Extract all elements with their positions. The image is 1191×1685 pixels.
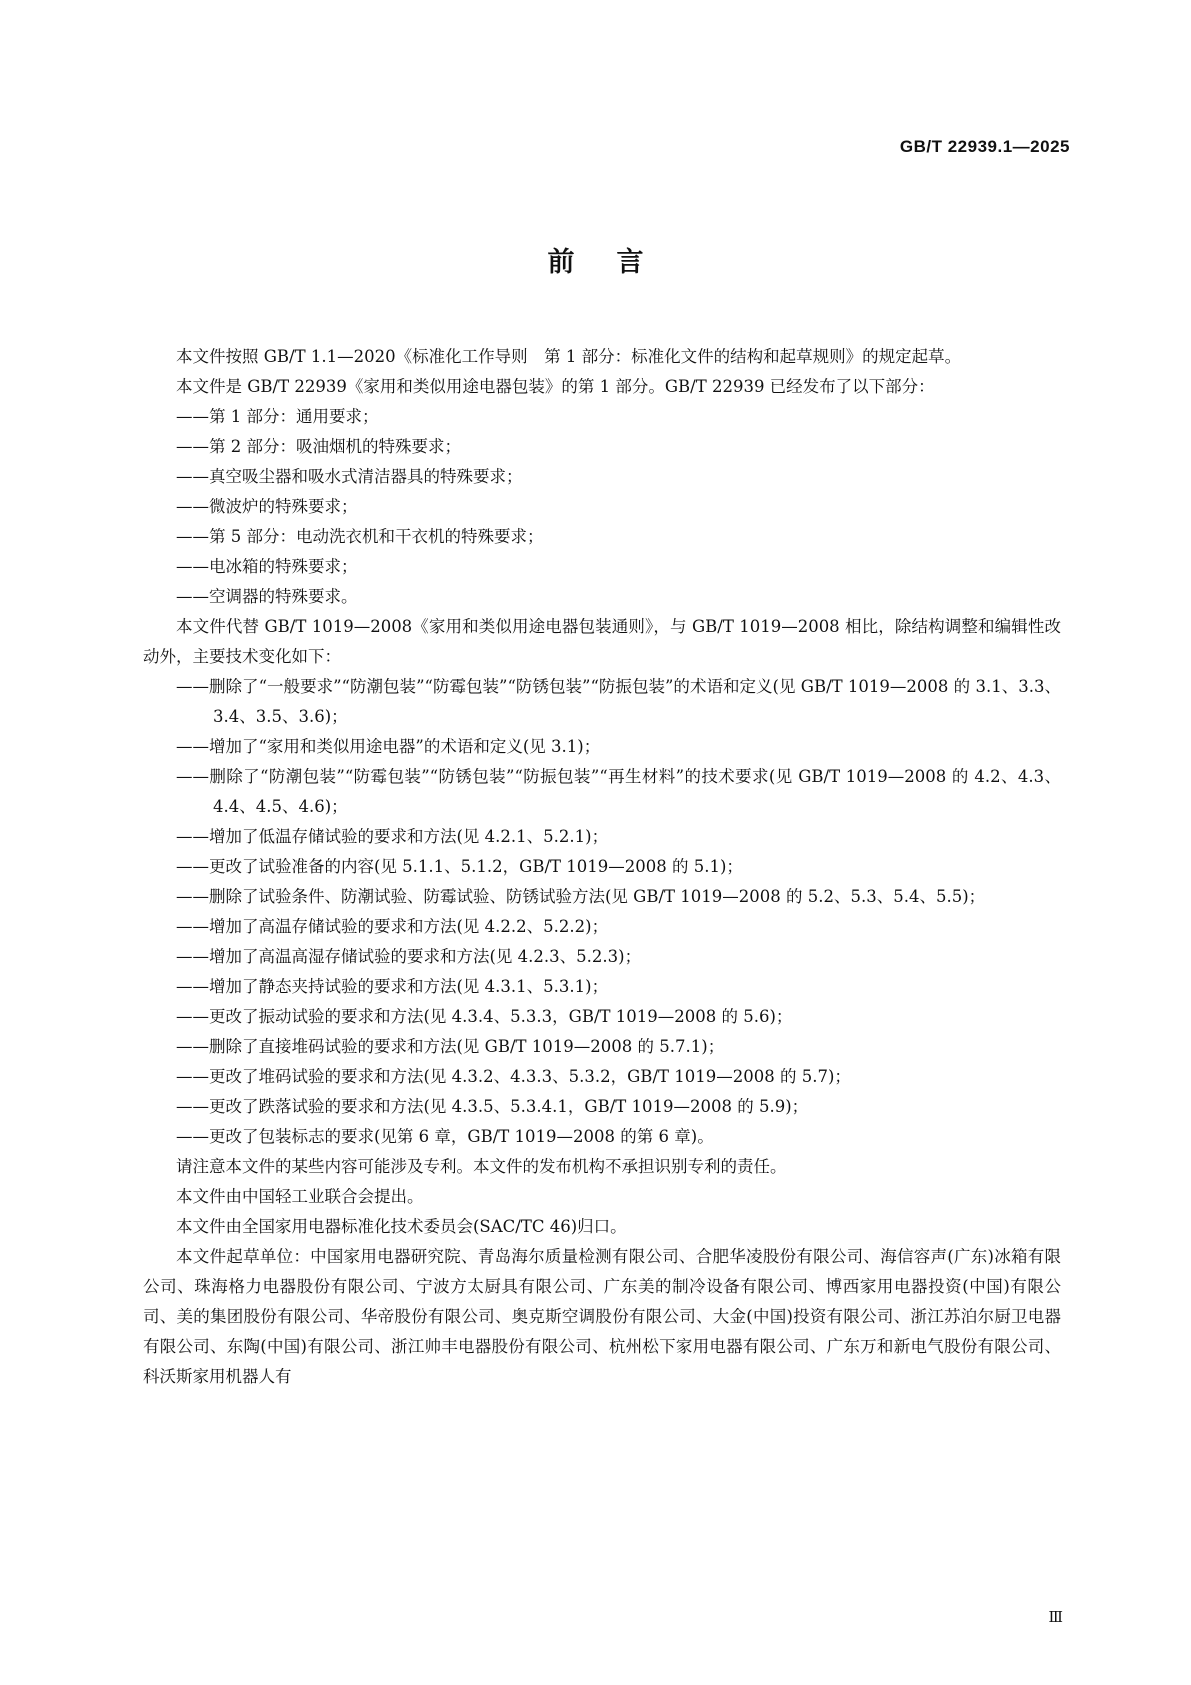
list-item: ——空调器的特殊要求。 bbox=[176, 587, 358, 606]
list-item: ——更改了包装标志的要求(见第 6 章，GB/T 1019—2008 的第 6 章)。 bbox=[176, 1127, 714, 1146]
list-item: ——删除了直接堆码试验的要求和方法(见 GB/T 1019—2008 的 5.7.1)； bbox=[176, 1037, 725, 1056]
list-item: ——增加了静态夹持试验的要求和方法(见 4.3.1、5.3.1)； bbox=[176, 977, 609, 996]
list-item: ——删除了“一般要求”“防潮包装”“防霉包装”“防锈包装”“防振包装”的术语和定义(见 GB/T 1019—2008 的 3.1、3.3、3.4、3.5、3.6)； bbox=[176, 677, 1061, 726]
paragraph-patent-notice: 请注意本文件的某些内容可能涉及专利。本文件的发布机构不承担识别专利的责任。 bbox=[176, 1157, 787, 1176]
paragraph-replacement: 本文件代替 GB/T 1019—2008《家用和类似用途电器包装通则》，与 GB/T 1019—2008 相比，除结构调整和编辑性改动外，主要技术变化如下： bbox=[143, 617, 1061, 666]
page-number: Ⅲ bbox=[1048, 1608, 1063, 1626]
list-item: ——微波炉的特殊要求； bbox=[176, 497, 358, 516]
list-item: ——更改了堆码试验的要求和方法(见 4.3.2、4.3.3、5.3.2，GB/T 1019—2008 的 5.7)； bbox=[176, 1067, 851, 1086]
parts-list bbox=[143, 402, 1061, 612]
list-item: ——第 2 部分：吸油烟机的特殊要求； bbox=[176, 437, 461, 456]
list-item: ——电冰箱的特殊要求； bbox=[176, 557, 358, 576]
list-item: ——更改了振动试验的要求和方法(见 4.3.4、5.3.3，GB/T 1019—2008 的 5.6)； bbox=[176, 1007, 793, 1026]
list-item: ——删除了试验条件、防潮试验、防霉试验、防锈试验方法(见 GB/T 1019—2008 的 5.2、5.3、5.4、5.5)； bbox=[176, 887, 986, 906]
paragraph-technical-committee: 本文件由全国家用电器标准化技术委员会(SAC/TC 46)归口。 bbox=[176, 1217, 627, 1236]
list-item: ——更改了跌落试验的要求和方法(见 4.3.5、5.3.4.1，GB/T 1019—2008 的 5.9)； bbox=[176, 1097, 809, 1116]
paragraph-proposer: 本文件由中国轻工业联合会提出。 bbox=[176, 1187, 424, 1206]
list-item: ——真空吸尘器和吸水式清洁器具的特殊要求； bbox=[176, 467, 523, 486]
list-item: ——第 1 部分：通用要求； bbox=[176, 407, 379, 426]
list-item: ——增加了低温存储试验的要求和方法(见 4.2.1、5.2.1)； bbox=[176, 827, 609, 846]
paragraph-series-intro: 本文件是 GB/T 22939《家用和类似用途电器包装》的第 1 部分。GB/T 22939 已经发布了以下部分： bbox=[176, 377, 935, 396]
changes-list bbox=[143, 672, 1061, 1152]
list-item: ——第 5 部分：电动洗衣机和干衣机的特殊要求； bbox=[176, 527, 544, 546]
paragraph-drafting-rules: 本文件按照 GB/T 1.1—2020《标准化工作导则 第 1 部分：标准化文件的结构和起草规则》的规定起草。 bbox=[176, 347, 962, 366]
list-item: ——增加了“家用和类似用途电器”的术语和定义(见 3.1)； bbox=[176, 737, 601, 756]
preface-body bbox=[143, 342, 1061, 1392]
list-item: ——更改了试验准备的内容(见 5.1.1、5.1.2，GB/T 1019—2008 的 5.1)； bbox=[176, 857, 743, 876]
page-title: 前言 bbox=[547, 247, 686, 278]
paragraph-drafting-organizations: 本文件起草单位：中国家用电器研究院、青岛海尔质量检测有限公司、合肥华凌股份有限公司、海信容声(广东)冰箱有限公司、珠海格力电器股份有限公司、宁波方太厨具有限公司、广东美的制冷设备有限公司、博西家用电器投资(中国)有限公司、美的集团股份有限公司、华帝股份有限公司、奥克斯空调股份有限公司、大金(中国)投资有限公司、浙江苏泊尔厨卫电器有限公司、东陶(中国)有限公司、浙江帅丰电器股份有限公司、杭州松下家用电器有限公司、广东万和新电气股份有限公司、科沃斯家用机器人有 bbox=[143, 1247, 1061, 1386]
list-item: ——增加了高温高湿存储试验的要求和方法(见 4.2.3、5.2.3)； bbox=[176, 947, 642, 966]
list-item: ——删除了“防潮包装”“防霉包装”“防锈包装”“防振包装”“再生材料”的技术要求(见 GB/T 1019—2008 的 4.2、4.3、4.4、4.5、4.6)； bbox=[176, 767, 1061, 816]
document-code: GB/T 22939.1—2025 bbox=[899, 137, 1070, 156]
list-item: ——增加了高温存储试验的要求和方法(见 4.2.2、5.2.2)； bbox=[176, 917, 609, 936]
